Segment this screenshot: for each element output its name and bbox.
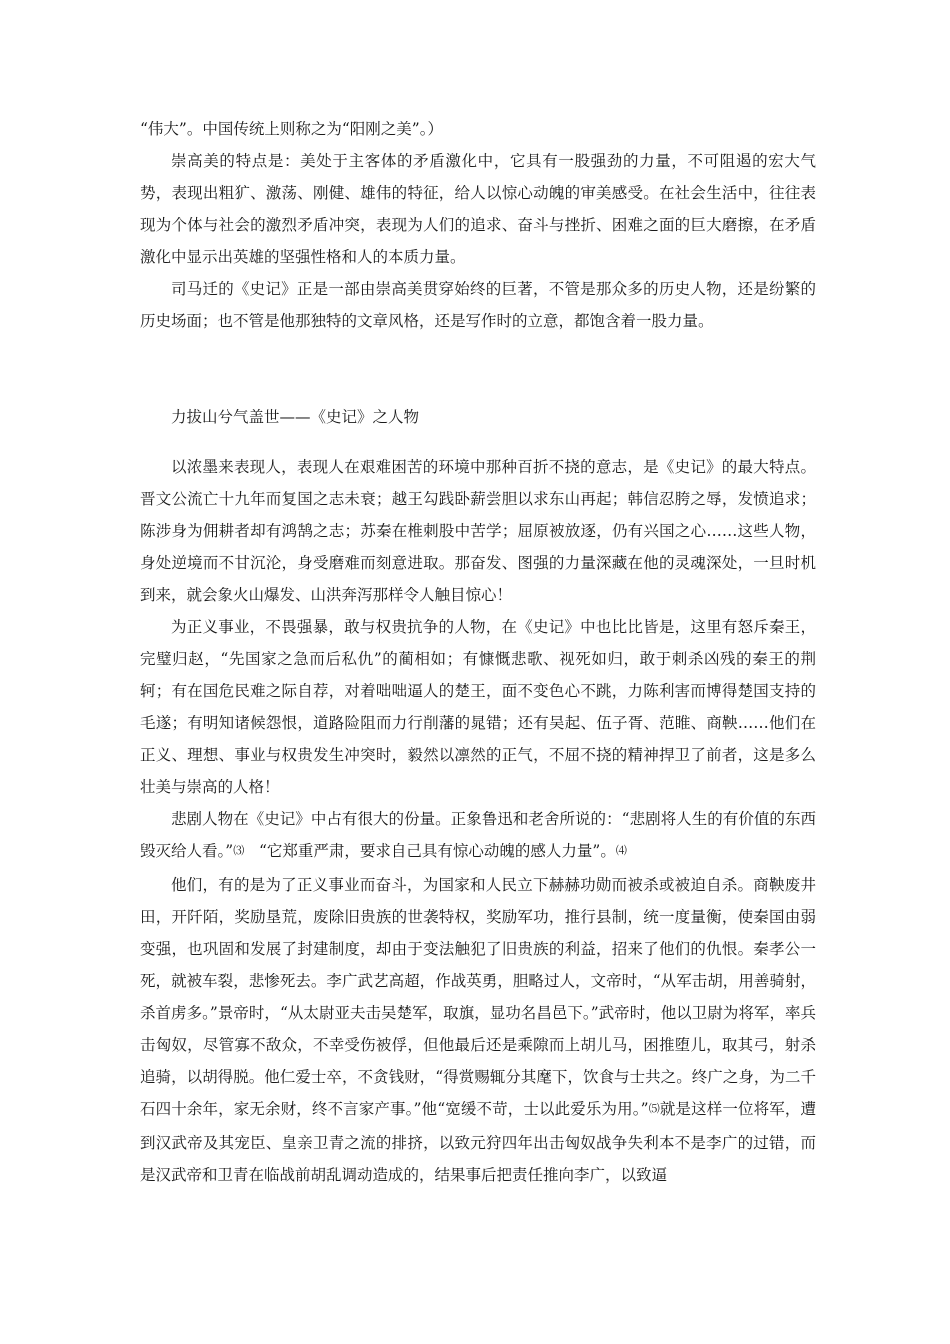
section-spacer xyxy=(140,337,816,369)
footnote-marker: ⑸ xyxy=(648,1102,660,1115)
text-segment: “它郑重严肃，要求自己具有惊心动魄的感人力量”。 xyxy=(244,842,616,860)
paragraph-shangyang-ligung xyxy=(140,869,816,1191)
footnote-marker: ⑷ xyxy=(615,844,627,857)
footnote-marker: ⑶ xyxy=(233,844,245,857)
text-segment: 他们，有的是为了正义事业而奋斗，为国家和人民立下赫赫功勋而被杀或被迫自杀。商鞅废井田，开阡陌，奖励垦荒，废除旧贵族的世袭特权，奖励军功，推行县制，统一度量衡，使秦国由弱变强，也巩固和发展了封建制度，却由于变法触犯了旧贵族的利益，招来了他们的仇恨。秦孝公一死，就被车裂，悲惨死去。李广武艺高超，作战英勇，胆略过人，文帝时，“从军击胡，用善骑射，杀首虏多。”景帝时，“从太尉亚夫击吴楚军，取旗，显功名昌邑下。”武帝时，他以卫尉为将军，率兵击匈奴，尽管寡不敌众，不幸受伤被俘，但他最后还是乘隙而上胡儿马，困推堕儿，取其弓，射杀追骑，以胡得脱。他仁爱士卒，不贪钱财，“得赏赐辄分其麾下，饮食与士共之。终广之身，为二千石四十余年，家无余财，终不言家产事。”他“宽缓不苛，士以此爱乐为用。” xyxy=(140,876,816,1118)
document-page xyxy=(140,113,816,1191)
section-spacer xyxy=(140,369,816,401)
paragraph-shiji-overview: 司马迁的《史记》正是一部由崇高美贯穿始终的巨著，不管是那众多的历史人物，还是纷繁的历史场面；也不管是他那独特的文章风格，还是写作时的立意，都饱含着一股力量。 xyxy=(140,280,816,330)
paragraph-tragic-figures xyxy=(140,803,816,869)
text-segment: 悲剧人物在《史记》中占有很大的份量。正象鲁迅和老舍所说的：“悲剧将人生的有价值的东西毁灭给人看。” xyxy=(140,810,816,860)
paragraph-justice-figures: 为正义事业，不畏强暴，敢与权贵抗争的人物，在《史记》中也比比皆是，这里有怒斥秦王，完璧归赵，“先国家之急而后私仇”的蔺相如；有慷慨悲歌、视死如归，敢于刺杀凶残的秦王的荆轲；有在国危民难之际自荐，对着咄咄逼人的楚王，面不变色心不跳，力陈利害而博得楚国支持的毛遂；有明知诸候怨恨，道路险阻而力行削藩的晁错；还有吴起、伍子胥、范睢、商鞅……他们在正义、理想、事业与权贵发生冲突时，毅然以凛然的正气，不屈不挠的精神捍卫了前者，这是多么壮美与崇高的人格！ xyxy=(140,618,816,796)
paragraph-characters-will: 以浓墨来表现人，表现人在艰难困苦的环境中那种百折不挠的意志，是《史记》的最大特点。晋文公流亡十九年而复国之志未衰；越王勾践卧薪尝胆以求东山再起；韩信忍胯之辱，发愤追求；陈涉身为佣耕者却有鸿鹄之志；苏秦在椎刺股中苦学；屈原被放逐，仍有兴国之心……这些人物，身处逆境而不甘沉沦，身受磨难而刻意进取。那奋发、图强的力量深藏在他的灵魂深处，一旦时机到来，就会象火山爆发、山洪奔泻那样令人触目惊心！ xyxy=(140,458,816,604)
paragraph-sublime-features: 崇高美的特点是：美处于主客体的矛盾激化中，它具有一股强劲的力量，不可阻遏的宏大气势，表现出粗犷、激荡、刚健、雄伟的特征，给人以惊心动魄的审美感受。在社会生活中，往往表现为个体与社会的激烈矛盾冲突，表现为人们的追求、奋斗与挫折、困难之面的巨大磨擦，在矛盾激化中显示出英雄的坚强性格和人的本质力量。 xyxy=(140,152,816,266)
text-segment: 就是这样一位将军，遭到汉武帝及其宠臣、皇亲卫青之流的排挤，以致元狩四年出击匈奴战争失利本不是李广的过错，而是汉武帝和卫青在临战前胡乱调动造成的，结果事后把责任推向李广，以致逼 xyxy=(140,1100,817,1184)
heading-spacer xyxy=(140,433,816,451)
paragraph-intro-continuation: “伟大”。中国传统上则称之为“阳刚之美”。） xyxy=(140,120,443,138)
section-heading: 力拔山兮气盖世——《史记》之人物 xyxy=(171,408,420,426)
